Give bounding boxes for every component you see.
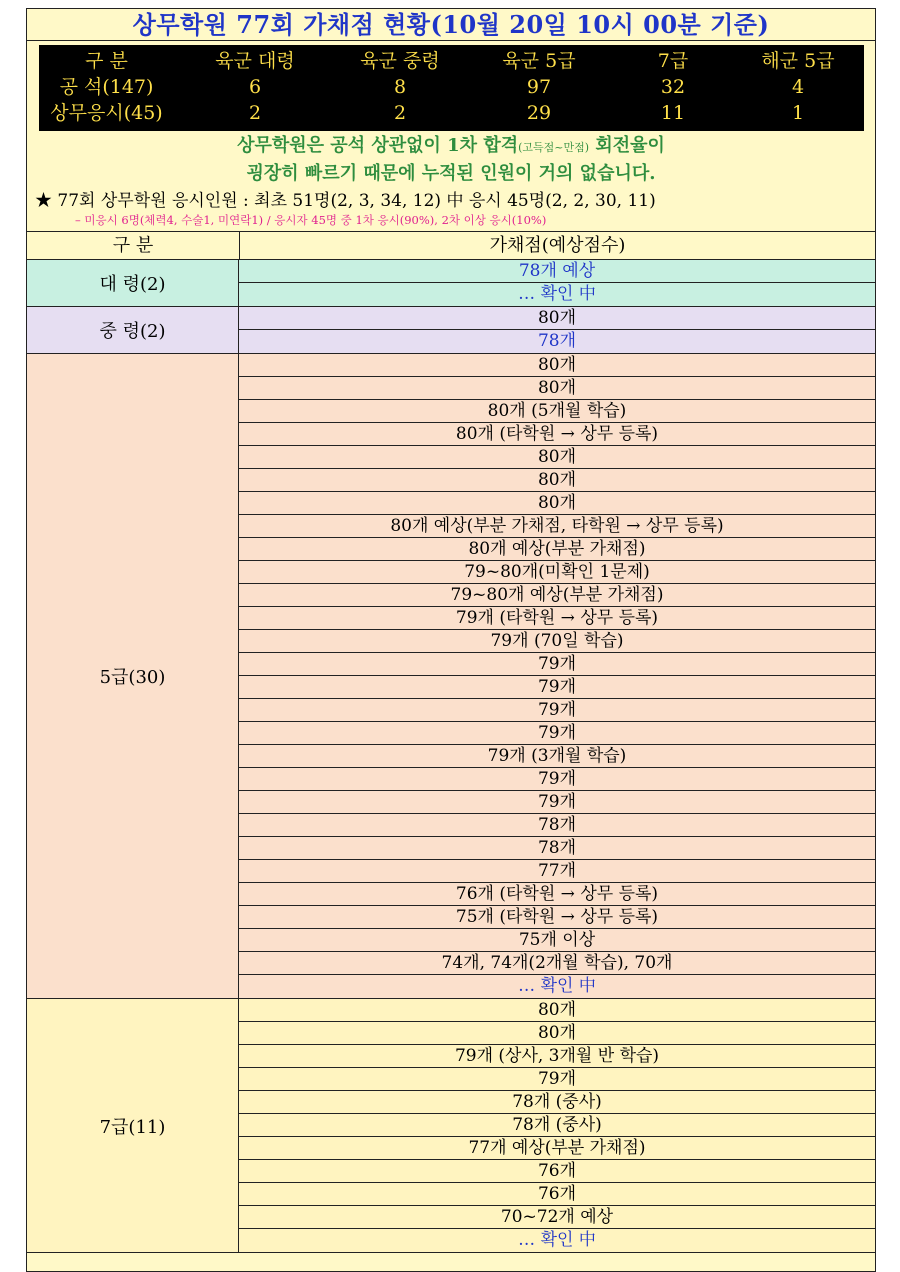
attendance-detail: – 미응시 6명(체력4, 수술1, 미연락1) / 응시자 45명 중 1차 응시(90%), 2차 이상 응시(10%)	[75, 213, 547, 227]
score-entry: 76개	[239, 1183, 875, 1206]
stats-cell: 32	[660, 76, 686, 98]
score-entry: 80개	[239, 999, 875, 1022]
group-entries	[239, 999, 875, 1252]
score-entry: 79개	[239, 1068, 875, 1091]
score-entry: 78개	[537, 331, 577, 351]
notice-line-1-b: 회전율이	[589, 135, 665, 156]
stats-cell: 29	[526, 102, 552, 124]
score-entry: 78개	[239, 837, 875, 860]
header-category: 구 분	[27, 232, 240, 259]
page-title: 상무학원 77회 가채점 현황(10월 20일 10시 00분 기준)	[27, 9, 875, 41]
score-entry: 78개 (중사)	[239, 1091, 875, 1114]
score-entry: 79개 (타학원 → 상무 등록)	[239, 607, 875, 630]
stats-header-cell: 육군 대령	[215, 50, 295, 72]
score-table-header	[27, 231, 875, 260]
score-entry: 79~80개 예상(부분 가채점)	[239, 584, 875, 607]
score-entry: 75개 (타학원 → 상무 등록)	[239, 906, 875, 929]
notice-line-1-a: 상무학원은 공석 상관없이 1차 합격	[237, 135, 519, 156]
stats-header-cell: 육군 중령	[360, 50, 440, 72]
score-entry: 79개	[239, 676, 875, 699]
stats-cell: 2	[248, 102, 262, 124]
group-entries	[239, 307, 875, 353]
score-entry: 70~72개 예상	[239, 1206, 875, 1229]
stats-cell: 2	[393, 102, 407, 124]
score-table-body	[27, 260, 875, 1253]
stats-applicant-row	[39, 100, 864, 126]
score-entry: 75개 이상	[239, 929, 875, 952]
score-entry: 80개	[239, 307, 875, 330]
stats-header-cell: 구 분	[85, 50, 128, 72]
score-entry: 80개 (타학원 → 상무 등록)	[239, 423, 875, 446]
score-entry: 79개	[239, 768, 875, 791]
notice-text	[27, 133, 875, 187]
score-entry: 78개 (중사)	[239, 1114, 875, 1137]
score-entry: … 확인 中	[518, 1230, 596, 1250]
vacancy-stats-table	[39, 45, 864, 131]
stats-cell: 1	[791, 102, 805, 124]
score-entry: 80개	[239, 469, 875, 492]
group-entries	[239, 354, 875, 998]
notice-line-1	[27, 133, 875, 161]
stats-cell: 공 석(147)	[59, 76, 154, 98]
group-label: 대 령(2)	[27, 260, 239, 306]
score-entry: 79개	[239, 653, 875, 676]
stats-header-row	[39, 48, 864, 74]
stats-cell: 8	[393, 76, 407, 98]
stats-vacancy-row	[39, 74, 864, 100]
score-group	[27, 307, 875, 354]
score-group	[27, 999, 875, 1253]
stats-header-cell: 해군 5급	[761, 50, 835, 72]
score-table	[27, 231, 875, 1253]
score-entry: 80개 (5개월 학습)	[239, 400, 875, 423]
notice-line-2: 굉장히 빠르기 때문에 누적된 인원이 거의 없습니다.	[246, 163, 656, 184]
score-entry: 78개	[239, 814, 875, 837]
score-entry: 79개 (70일 학습)	[239, 630, 875, 653]
group-label: 중 령(2)	[27, 307, 239, 353]
score-status-document	[26, 8, 876, 1272]
stats-cell: 상무응시(45)	[50, 102, 163, 124]
score-entry: 79~80개(미확인 1문제)	[239, 561, 875, 584]
score-entry: 80개	[239, 1022, 875, 1045]
score-entry: 78개 예상	[239, 260, 875, 283]
group-entries	[239, 260, 875, 306]
score-entry: 80개	[239, 446, 875, 469]
score-entry: 80개	[239, 377, 875, 400]
group-label: 5급(30)	[27, 354, 239, 998]
stats-cell: 97	[526, 76, 552, 98]
score-entry: 79개	[239, 722, 875, 745]
stats-header-cell: 7급	[657, 50, 689, 72]
notice-line-1-small: (고득점~만점)	[518, 141, 590, 154]
score-entry: 76개	[239, 1160, 875, 1183]
score-group	[27, 354, 875, 999]
score-entry: 77개 예상(부분 가채점)	[239, 1137, 875, 1160]
score-entry: 80개	[239, 354, 875, 377]
score-entry: 80개 예상(부분 가채점, 타학원 → 상무 등록)	[239, 515, 875, 538]
score-entry: … 확인 中	[518, 284, 596, 304]
score-entry: 79개 (상사, 3개월 반 학습)	[239, 1045, 875, 1068]
score-entry: 79개 (3개월 학습)	[239, 745, 875, 768]
attendance-summary: ★ 77회 상무학원 응시인원 : 최초 51명(2, 3, 34, 12) 中 응시 45명(2, 2, 30, 11)	[35, 191, 656, 211]
stats-cell: 11	[660, 102, 686, 124]
stats-header-cell: 육군 5급	[502, 50, 576, 72]
score-entry: 79개	[239, 791, 875, 814]
score-group	[27, 260, 875, 307]
score-entry: … 확인 中	[518, 976, 596, 996]
score-entry: 76개 (타학원 → 상무 등록)	[239, 883, 875, 906]
score-entry: 80개	[239, 492, 875, 515]
score-entry: 80개 예상(부분 가채점)	[239, 538, 875, 561]
score-entry: 77개	[239, 860, 875, 883]
score-entry: 79개	[239, 699, 875, 722]
group-label: 7급(11)	[27, 999, 239, 1252]
stats-cell: 4	[791, 76, 805, 98]
score-entry: 74개, 74개(2개월 학습), 70개	[239, 952, 875, 975]
header-score: 가채점(예상점수)	[489, 235, 626, 256]
stats-cell: 6	[248, 76, 262, 98]
